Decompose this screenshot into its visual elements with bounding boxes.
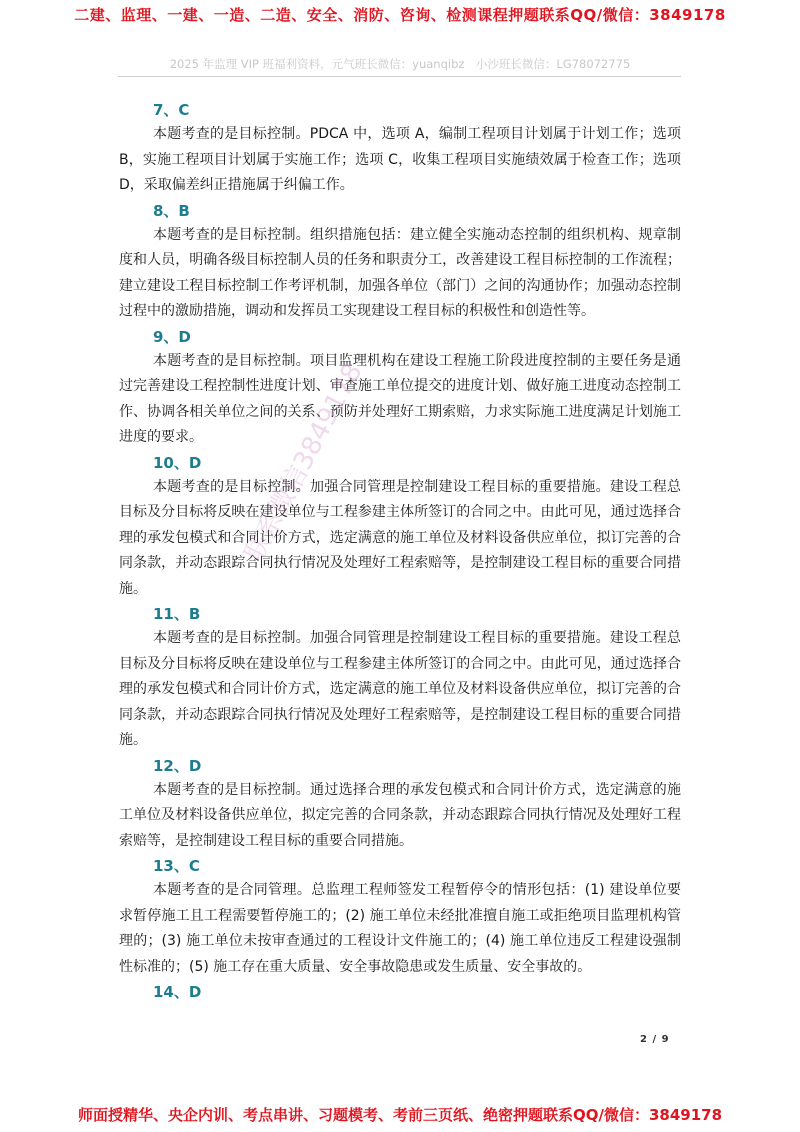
answer-number: 14、D	[153, 983, 202, 1001]
answer-item-11	[119, 602, 681, 754]
page-number: 2 / 9	[640, 1034, 670, 1045]
answer-number: 10、D	[153, 453, 202, 472]
answer-explanation: 本题考查的是目标控制。加强合同管理是控制建设工程目标的重要措施。建设工程总目标及分目标将反映在建设单位与工程参建主体所签订的合同之中。由此可见，通过选择合理的承发包模式和合同计价方式，选定满意的施工单位及材料设备供应单位，拟订完善的合同条款，并动态跟踪合同执行情况及处理好工程索赔等，是控制建设工程目标的重要合同措施。	[119, 478, 681, 597]
answer-item-13	[119, 854, 681, 980]
answer-number: 7、C	[153, 101, 190, 119]
answer-list	[119, 98, 681, 1004]
answer-item-14	[119, 980, 681, 1004]
answer-item-7	[119, 98, 681, 199]
answer-explanation: 本题考查的是合同管理。总监理工程师签发工程暂停令的情形包括：(1) 建设单位要求暂停施工且工程需要暂停施工的；(2) 施工单位未经批准擅自施工或拒绝项目监理机构管理的；(3) 施工单位未按审查通过的工程设计文件施工的；(4) 施工单位违反工程建设强制性标准的；(5) 施工存在重大质量、安全事故隐患或发生质量、安全事故的。	[119, 882, 681, 975]
answer-item-8	[119, 199, 681, 325]
answer-item-10	[119, 451, 681, 603]
header-divider	[118, 76, 681, 77]
top-banner: 二建、监理、一建、一造、二造、安全、消防、咨询、检测课程押题联系QQ/微信：3849178	[74, 6, 726, 24]
answer-number: 12、D	[153, 756, 202, 775]
answer-number: 13、C	[153, 857, 200, 875]
watermark: 联系微信3849178	[238, 358, 369, 567]
answer-item-9	[119, 325, 681, 451]
answer-explanation: 本题考查的是目标控制。项目监理机构在建设工程施工阶段进度控制的主要任务是通过完善建设工程控制性进度计划、审查施工单位提交的进度计划、做好施工进度动态控制工作、协调各相关单位之间的关系、预防并处理好工期索赔，力求实际施工进度满足计划施工进度的要求。	[119, 352, 681, 445]
answer-number: 9、D	[153, 327, 191, 346]
answer-number: 11、B	[153, 605, 201, 623]
sub-header: 2025 年监理 VIP 班福利资料，元气班长微信：yuanqibz 小沙班长微信：LG78072775	[169, 57, 631, 71]
answer-explanation: 本题考查的是目标控制。通过选择合理的承发包模式和合同计价方式，选定满意的施工单位及材料设备供应单位，拟定完善的合同条款，并动态跟踪合同执行情况及处理好工程索赔等，是控制建设工程目标的重要合同措施。	[119, 781, 681, 849]
answer-number: 8、B	[153, 201, 190, 220]
answer-explanation: 本题考查的是目标控制。加强合同管理是控制建设工程目标的重要措施。建设工程总目标及分目标将反映在建设单位与工程参建主体所签订的合同之中。由此可见，通过选择合理的承发包模式和合同计价方式，选定满意的施工单位及材料设备供应单位，拟订完善的合同条款，并动态跟踪合同执行情况及处理好工程索赔等，是控制建设工程目标的重要合同措施。	[119, 630, 681, 748]
bottom-banner: 师面授精华、央企内训、考点串讲、习题模考、考前三页纸、绝密押题联系QQ/微信：3849178	[77, 1106, 723, 1124]
answer-explanation: 本题考查的是目标控制。PDCA 中，选项 A，编制工程项目计划属于计划工作；选项 B，实施工程项目计划属于实施工作；选项 C，收集工程项目实施绩效属于检查工作；选项 D，采取偏差纠正措施属于纠偏工作。	[119, 126, 681, 193]
answer-explanation: 本题考查的是目标控制。组织措施包括：建立健全实施动态控制的组织机构、规章制度和人员，明确各级目标控制人员的任务和职责分工，改善建设工程目标控制的工作流程；建立建设工程目标控制工作考评机制，加强各单位（部门）之间的沟通协作；加强动态控制过程中的激励措施，调动和发挥员工实现建设工程目标的积极性和创造性等。	[119, 226, 681, 319]
answer-item-12	[119, 754, 681, 855]
